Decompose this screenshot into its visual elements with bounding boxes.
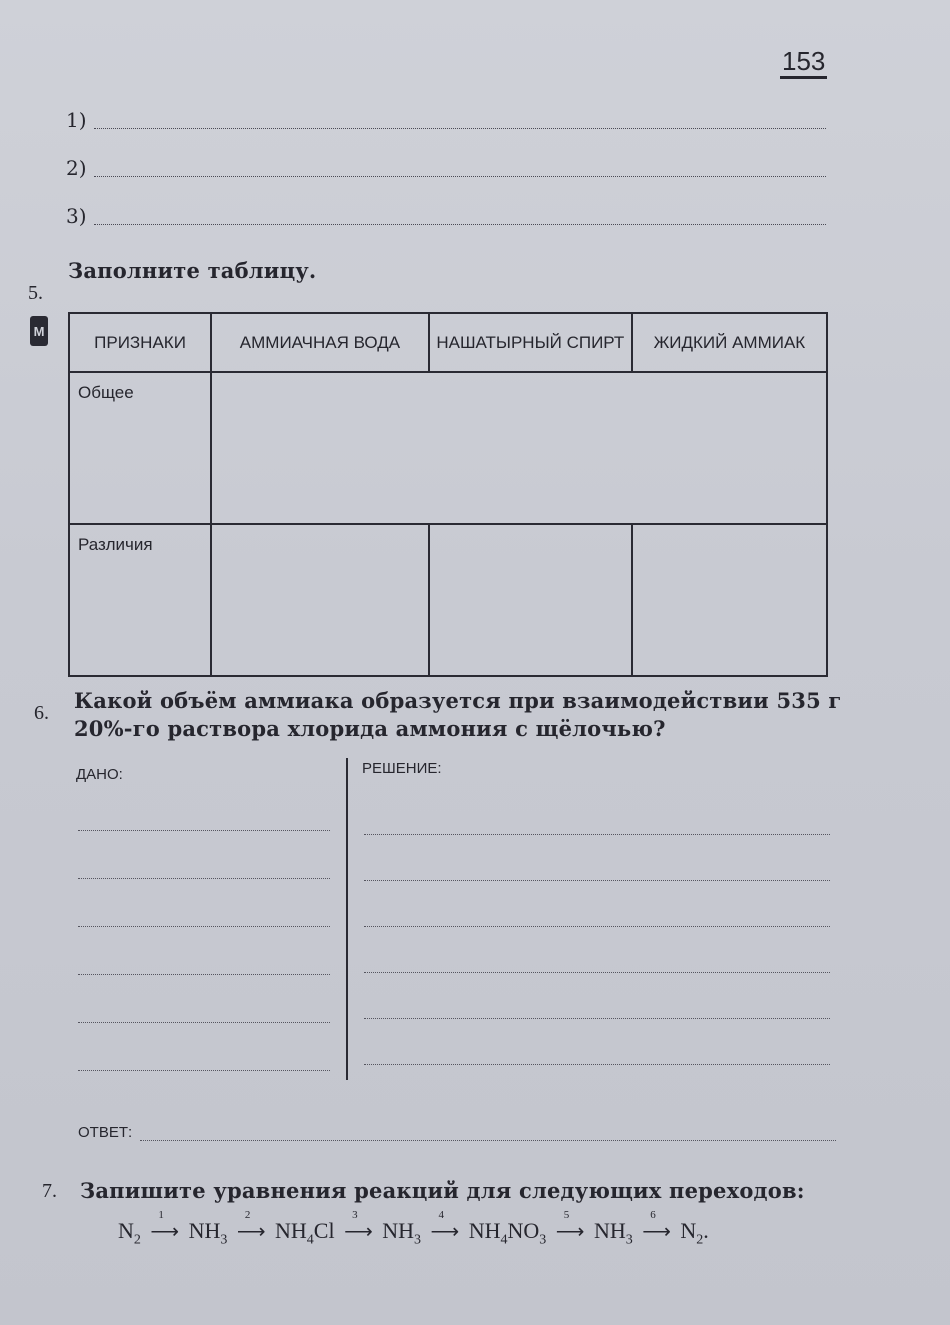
solution-line[interactable] [364,1064,830,1065]
reaction-chain [118,1209,709,1248]
answer-line-number: 2) [66,156,87,180]
chain-species: $N_2$. [680,1218,709,1248]
answer-line[interactable] [140,1140,836,1141]
answer-line-3[interactable] [66,204,826,234]
m-icon: M [30,316,48,346]
given-solution-divider [346,758,348,1080]
header-cell: ЖИДКИЙ АММИАК [632,313,827,372]
chain-species: $N_2$ [118,1218,141,1248]
answer-cell-common[interactable] [211,372,827,524]
solution-label: РЕШЕНИЕ: [362,760,442,777]
row-label-differences: Различия [69,524,211,676]
reaction-arrow: 4 ⟶ [430,1209,460,1243]
chain-species: $NH_4NO_3$ [468,1218,547,1248]
task-5-number: 5. [28,282,43,304]
chain-species: $NH_4Cl$ [275,1218,335,1248]
header-cell: АММИАЧНАЯ ВОДА [211,313,429,372]
answer-line-number: 3) [66,204,87,228]
table-row [69,372,827,524]
given-line[interactable] [78,1070,330,1071]
task-7-number: 7. [42,1180,57,1202]
table-header-row [69,313,827,372]
reaction-arrow: 6 ⟶ [642,1209,671,1243]
reaction-arrow: 1 ⟶ [150,1209,180,1243]
reaction-arrow: 5 ⟶ [555,1209,585,1243]
reaction-arrow: 2 ⟶ [236,1209,266,1243]
task-6-number: 6. [34,702,49,724]
writing-rule [94,176,826,177]
row-label-common: Общее [69,372,211,524]
task-5-prompt: Заполните таблицу. [68,258,317,283]
table-row [69,524,827,676]
page-number: 153 [780,46,827,79]
comparison-table [68,312,828,677]
task-6-prompt-line-2: 20%-го раствора хлорида аммония с щёлочью? [74,716,666,741]
solution-line[interactable] [364,834,830,835]
header-cell: ПРИЗНАКИ [69,313,211,372]
given-line[interactable] [78,1022,330,1023]
writing-rule [94,224,826,225]
given-label: ДАНО: [76,766,123,783]
reaction-arrow: 3 ⟶ [344,1209,373,1243]
given-line[interactable] [78,926,330,927]
answer-label: ОТВЕТ: [78,1124,133,1141]
answer-line-number: 1) [66,108,87,132]
chain-species: $NH_3$ [382,1218,422,1248]
answer-line-2[interactable] [66,156,826,186]
answer-cell-ammonia-spirit[interactable] [429,524,632,676]
header-cell: НАШАТЫРНЫЙ СПИРТ [429,313,632,372]
answer-cell-ammonia-water[interactable] [211,524,429,676]
given-line[interactable] [78,830,330,831]
writing-rule [94,128,826,129]
solution-line[interactable] [364,926,830,927]
solution-line[interactable] [364,880,830,881]
solution-line[interactable] [364,1018,830,1019]
solution-line[interactable] [364,972,830,973]
answer-line-1[interactable] [66,108,826,138]
given-line[interactable] [78,974,330,975]
chain-species: $NH_3$ [188,1218,228,1248]
chain-species: $NH_3$ [593,1218,633,1248]
answer-cell-liquid-ammonia[interactable] [632,524,827,676]
given-line[interactable] [78,878,330,879]
task-6-prompt-line-1: Какой объём аммиака образуется при взаимодействии 535 г [74,688,842,713]
task-7-prompt: Запишите уравнения реакций для следующих переходов: [80,1178,805,1203]
